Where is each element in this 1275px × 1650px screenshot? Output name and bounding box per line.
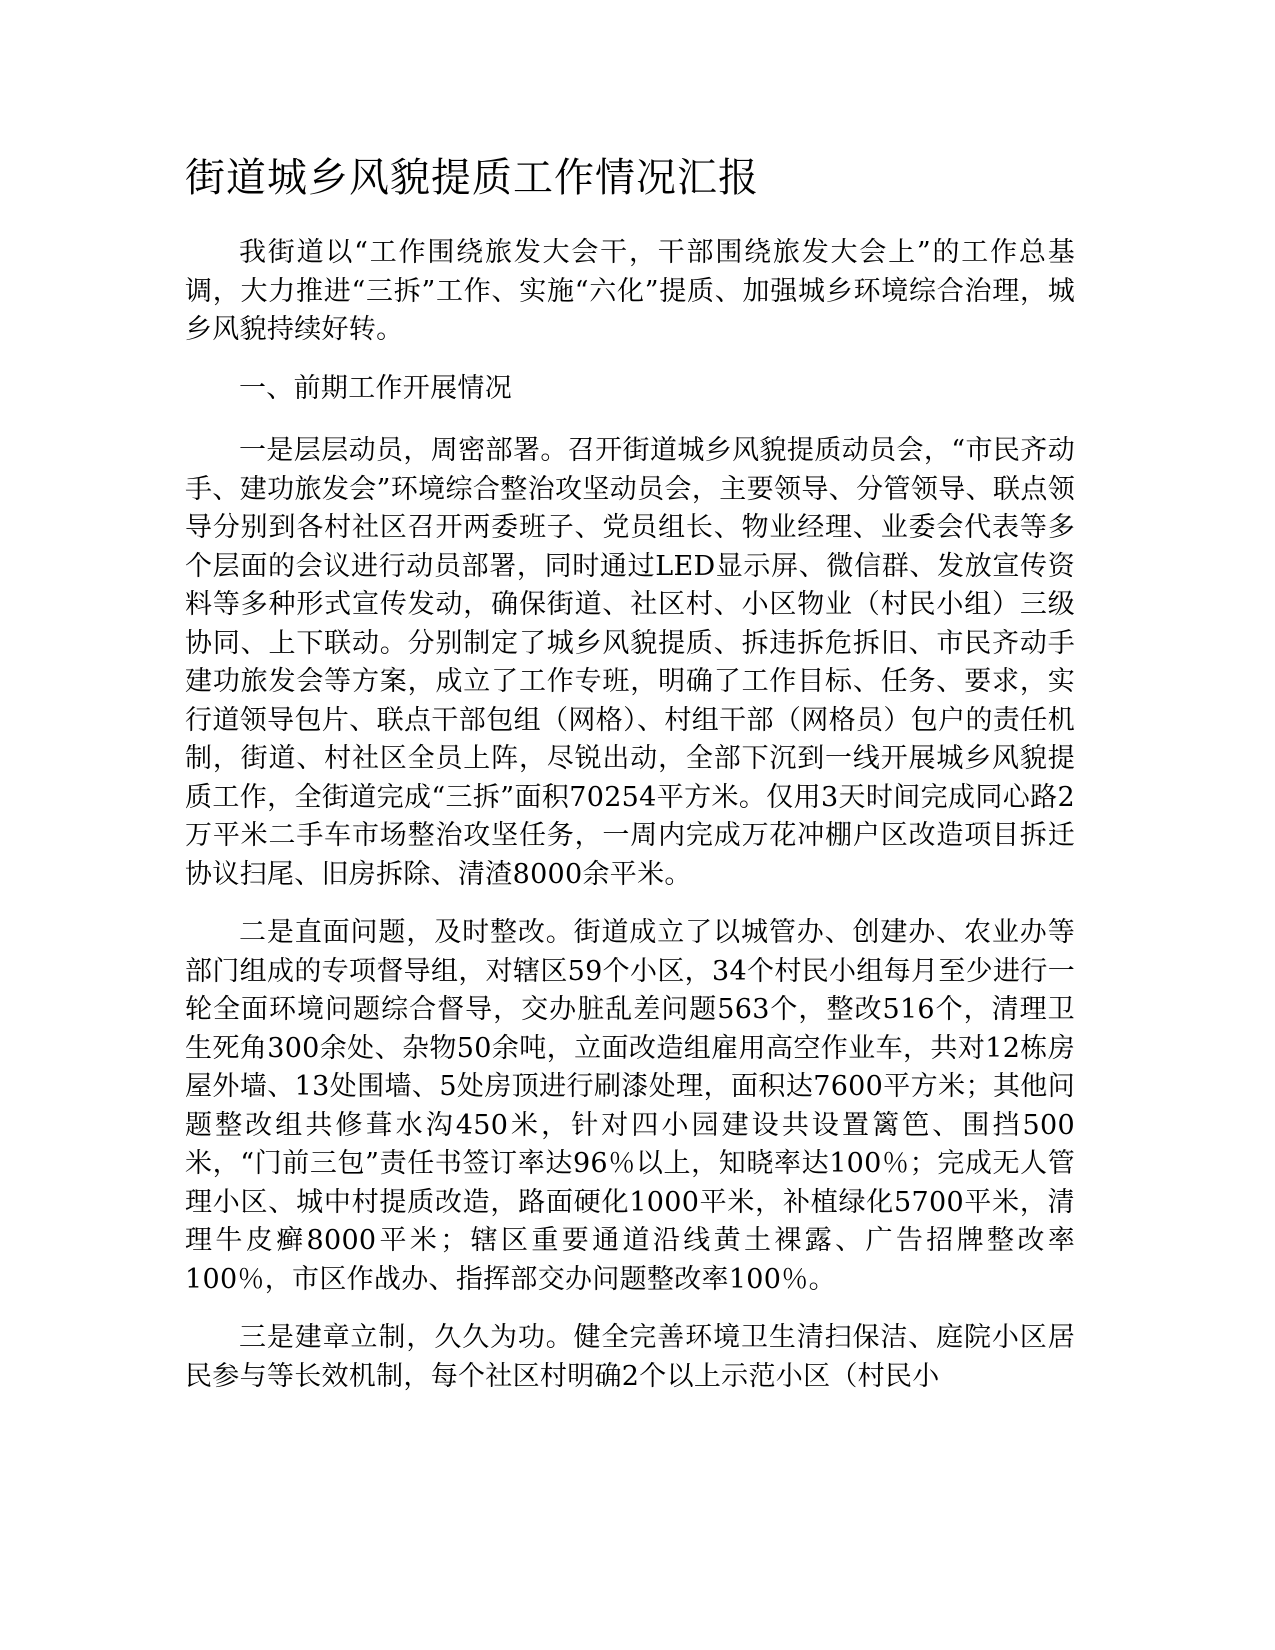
document-title: 街道城乡风貌提质工作情况汇报 — [185, 155, 759, 201]
section-heading: 一、前期工作开展情况 — [239, 372, 512, 404]
document-page — [185, 148, 1075, 1416]
intro-paragraph: 我街道以“工作围绕旅发大会干，干部围绕旅发大会上”的工作总基调，大力推进“三拆”工作、实施“六化”提质、加强城乡环境综合治理，城乡风貌持续好转。 — [185, 237, 1075, 345]
body-paragraph-3: 三是建章立制，久久为功。健全完善环境卫生清扫保洁、庭院小区居民参与等长效机制，每个社区村明确2个以上示范小区（村民小 — [185, 1322, 1075, 1392]
body-paragraph-1: 一是层层动员，周密部署。召开街道城乡风貌提质动员会，“市民齐动手、建功旅发会”环境综合整治攻坚动员会，主要领导、分管领导、联点领导分别到各村社区召开两委班子、党员组长、物业经理、业委会代表等多个层面的会议进行动员部署，同时通过LED显示屏、微信群、发放宣传资料等多种形式宣传发动，确保街道、社区村、小区物业（村民小组）三级协同、上下联动。分别制定了城乡风貌提质、拆违拆危拆旧、市民齐动手建功旅发会等方案，成立了工作专班，明确了工作目标、任务、要求，实行道领导包片、联点干部包组（网格）、村组干部（网格员）包户的责任机制，街道、村社区全员上阵，尽锐出动，全部下沉到一线开展城乡风貌提质工作，全街道完成“三拆”面积70254平方米。仅用3天时间完成同心路2万平米二手车市场整治攻坚任务，一周内完成万花冲棚户区改造项目拆迁协议扫尾、旧房拆除、清渣8000余平米。 — [185, 435, 1075, 890]
body-paragraph-2: 二是直面问题，及时整改。街道成立了以城管办、创建办、农业办等部门组成的专项督导组，对辖区59个小区，34个村民小组每月至少进行一轮全面环境问题综合督导，交办脏乱差问题563个，整改516个，清理卫生死角300余处、杂物50余吨，立面改造组雇用高空作业车，共对12栋房屋外墙、13处围墙、5处房顶进行刷漆处理，面积达7600平方米；其他问题整改组共修葺水沟450米，针对四小园建设共设置篱笆、围挡500米，“门前三包”责任书签订率达96％以上，知晓率达100％；完成无人管理小区、城中村提质改造，路面硬化1000平米，补植绿化5700平米，清理牛皮癣8000平米；辖区重要通道沿线黄土裸露、广告招牌整改率100％，市区作战办、指挥部交办问题整改率100％。 — [185, 917, 1075, 1295]
